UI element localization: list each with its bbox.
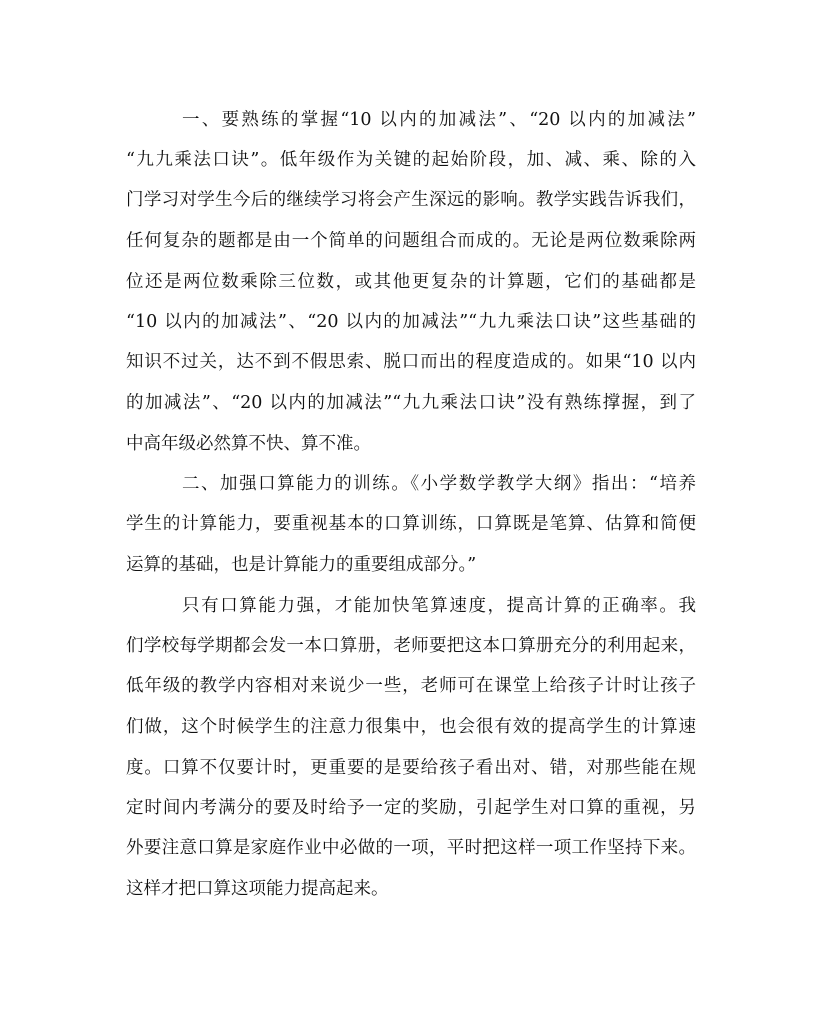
text-line: 只有口算能力强，才能加快笔算速度，提高计算的正确率。我 bbox=[182, 596, 696, 616]
text-line: 学生的计算能力，要重视基本的口算训练，口算既是笔算、估算和简便 bbox=[126, 514, 696, 534]
text-line: 们学校每学期都会发一本口算册，老师要把这本口算册充分的利用起来， bbox=[126, 636, 696, 656]
text-line: 任何复杂的题都是由一个简单的问题组合而成的。无论是两位数乘除两 bbox=[126, 231, 696, 251]
text-line: 外要注意口算是家庭作业中必做的一项，平时把这样一项工作坚持下来。 bbox=[126, 838, 696, 858]
document-page bbox=[126, 0, 696, 1021]
text-line: 定时间内考满分的要及时给予一定的奖励，引起学生对口算的重视，另 bbox=[126, 798, 696, 818]
text-line: 位还是两位数乘除三位数，或其他更复杂的计算题，它们的基础都是 bbox=[126, 272, 696, 292]
text-line: “九九乘法口诀”。低年级作为关键的起始阶段，加、减、乘、除的入 bbox=[126, 150, 696, 170]
text-line: 低年级的教学内容相对来说少一些，老师可在课堂上给孩子计时让孩子 bbox=[126, 676, 696, 696]
text-line: “10 以内的加减法”、“20 以内的加减法”“九九乘法口诀”这些基础的 bbox=[126, 312, 696, 332]
text-line: 们做，这个时候学生的注意力很集中，也会很有效的提高学生的计算速 bbox=[126, 717, 696, 737]
text-line: 知识不过关，达不到不假思索、脱口而出的程度造成的。如果“10 以内 bbox=[126, 352, 696, 372]
text-line: 中高年级必然算不快、算不准。 bbox=[126, 434, 371, 454]
text-line: 二、加强口算能力的训练。《小学数学教学大纲》指出：“培养 bbox=[182, 474, 696, 494]
text-line: 门学习对学生今后的继续学习将会产生深远的影响。教学实践告诉我们， bbox=[126, 190, 696, 210]
text-line: 度。口算不仅要计时，更重要的是要给孩子看出对、错，对那些能在规 bbox=[126, 758, 696, 778]
text-line: 运算的基础，也是计算能力的重要组成部分。” bbox=[126, 555, 477, 575]
text-line: 一、要熟练的掌握“10 以内的加减法”、“20 以内的加减法” bbox=[182, 110, 696, 130]
text-line: 这样才把口算这项能力提高起来。 bbox=[126, 879, 389, 899]
text-line: 的加减法”、“20 以内的加减法”“九九乘法口诀”没有熟练撑握，到了 bbox=[126, 393, 696, 413]
